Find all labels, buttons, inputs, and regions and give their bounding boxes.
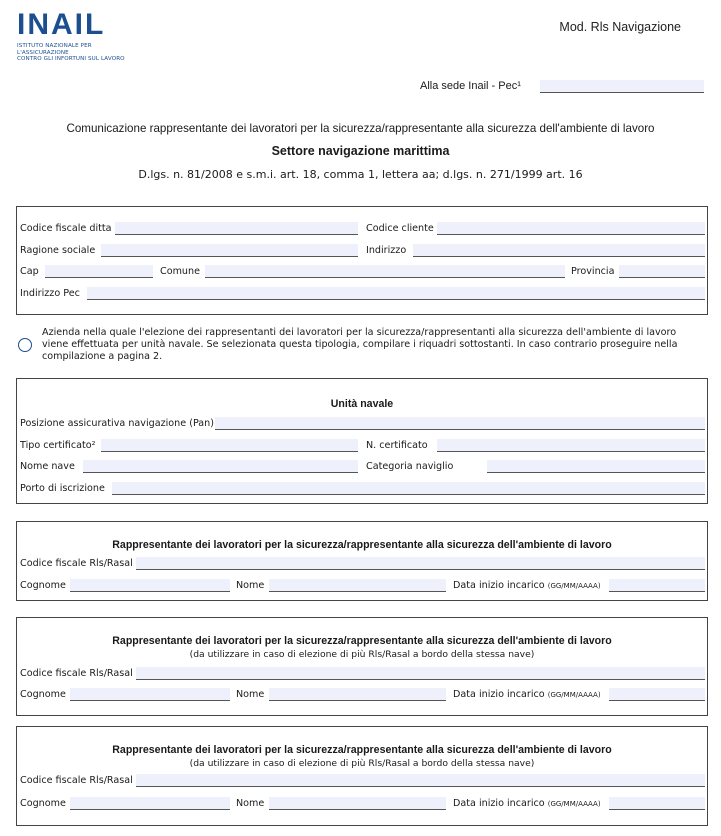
model-label: Mod. Rls Navigazione bbox=[559, 20, 681, 34]
logo-subtitle bbox=[17, 43, 132, 63]
data-inizio-field[interactable] bbox=[609, 688, 705, 701]
law-reference: D.lgs. n. 81/2008 e s.m.i. art. 18, comma 1, lettera aa; d.lgs. n. 271/1999 art. 16 bbox=[138, 168, 583, 181]
codice-fiscale-rls-label: Codice fiscale Rls/Rasal bbox=[20, 668, 133, 679]
comune-field[interactable] bbox=[205, 265, 565, 278]
logo-wordmark: INAIL bbox=[17, 8, 106, 41]
cognome-field[interactable] bbox=[70, 579, 230, 592]
codice-cliente-label: Codice cliente bbox=[366, 223, 434, 234]
n-certificato-label: N. certificato bbox=[366, 440, 428, 451]
cognome-label: Cognome bbox=[20, 580, 66, 591]
codice-fiscale-label: Codice fiscale ditta bbox=[20, 223, 112, 234]
unita-navale-section bbox=[16, 378, 708, 504]
nome-field[interactable] bbox=[269, 688, 446, 701]
data-inizio-text: Data inizio incarico bbox=[453, 798, 545, 809]
rls-section-1 bbox=[16, 521, 708, 601]
data-format-hint: (GG/MM/AAAA) bbox=[547, 582, 601, 590]
indirizzo-field[interactable] bbox=[413, 244, 705, 257]
sede-label: Alla sede Inail - Pec¹ bbox=[420, 80, 521, 92]
porto-iscrizione-label: Porto di iscrizione bbox=[20, 483, 105, 494]
rls-subtitle: (da utilizzare in caso di elezione di più Rls/Rasal a bordo della stessa nave) bbox=[189, 758, 535, 769]
sector-title: Settore navigazione marittima bbox=[271, 144, 450, 158]
codice-fiscale-field[interactable] bbox=[115, 222, 358, 235]
nome-nave-label: Nome nave bbox=[20, 461, 75, 472]
rls-section-2 bbox=[16, 617, 708, 716]
nome-label: Nome bbox=[236, 689, 265, 700]
rls-section-3 bbox=[16, 726, 708, 826]
nome-nave-field[interactable] bbox=[83, 460, 358, 473]
nome-label: Nome bbox=[236, 580, 265, 591]
rls-title: Rappresentante dei lavoratori per la sicurezza/rappresentante alla sicurezza dell'ambiente di lavoro bbox=[112, 635, 612, 647]
indirizzo-pec-field[interactable] bbox=[87, 287, 705, 300]
data-inizio-field[interactable] bbox=[609, 797, 705, 810]
unita-navale-title: Unità navale bbox=[330, 398, 394, 410]
indirizzo-label: Indirizzo bbox=[366, 245, 407, 256]
provincia-field[interactable] bbox=[619, 265, 705, 278]
data-inizio-label bbox=[453, 798, 601, 809]
data-inizio-label bbox=[453, 580, 601, 591]
data-format-hint: (GG/MM/AAAA) bbox=[547, 691, 601, 699]
indirizzo-pec-label: Indirizzo Pec bbox=[20, 288, 80, 299]
inail-logo bbox=[17, 8, 132, 62]
cognome-label: Cognome bbox=[20, 798, 66, 809]
azienda-option-text: Azienda nella quale l'elezione dei rappresentanti dei lavoratori per la sicurezza/rappresentanti alla sicurezza dell'ambiente di lavoro viene effettuata per unità navale. Se selezionata questa tipologia, compilare i riquadri sottostanti. In caso contrario proseguire nella compilazione a pagina 2. bbox=[42, 327, 678, 362]
porto-iscrizione-field[interactable] bbox=[112, 482, 705, 495]
codice-fiscale-rls-label: Codice fiscale Rls/Rasal bbox=[20, 775, 133, 786]
codice-fiscale-rls-field[interactable] bbox=[136, 557, 705, 570]
cognome-label: Cognome bbox=[20, 689, 66, 700]
n-certificato-field[interactable] bbox=[437, 439, 705, 452]
posizione-label: Posizione assicurativa navigazione (Pan) bbox=[20, 418, 215, 429]
tipo-certificato-label: Tipo certificato² bbox=[20, 440, 96, 451]
tipo-certificato-field[interactable] bbox=[101, 439, 358, 452]
nome-field[interactable] bbox=[269, 797, 446, 810]
cap-label: Cap bbox=[20, 266, 39, 277]
codice-fiscale-rls-field[interactable] bbox=[136, 774, 705, 787]
logo-subtitle-line2: CONTRO GLI INFORTUNI SUL LAVORO bbox=[17, 56, 125, 62]
data-format-hint: (GG/MM/AAAA) bbox=[547, 800, 601, 808]
categoria-naviglio-label: Categoria naviglio bbox=[366, 461, 454, 472]
codice-fiscale-rls-label: Codice fiscale Rls/Rasal bbox=[20, 558, 133, 569]
ragione-sociale-field[interactable] bbox=[101, 244, 358, 257]
data-inizio-label bbox=[453, 689, 601, 700]
posizione-field[interactable] bbox=[215, 417, 705, 430]
logo-subtitle-line1: ISTITUTO NAZIONALE PER L'ASSICURAZIONE bbox=[17, 43, 92, 56]
cap-field[interactable] bbox=[45, 265, 153, 278]
rls-title: Rappresentante dei lavoratori per la sicurezza/rappresentante alla sicurezza dell'ambiente di lavoro bbox=[112, 539, 612, 551]
codice-fiscale-rls-field[interactable] bbox=[136, 667, 705, 680]
rls-title: Rappresentante dei lavoratori per la sicurezza/rappresentante alla sicurezza dell'ambiente di lavoro bbox=[112, 744, 612, 756]
nome-field[interactable] bbox=[269, 579, 446, 592]
codice-cliente-field[interactable] bbox=[437, 222, 705, 235]
company-section bbox=[16, 206, 708, 315]
cognome-field[interactable] bbox=[70, 688, 230, 701]
provincia-label: Provincia bbox=[571, 266, 615, 277]
categoria-naviglio-field[interactable] bbox=[487, 460, 705, 473]
comune-label: Comune bbox=[160, 266, 200, 277]
azienda-radio[interactable] bbox=[18, 338, 32, 352]
rls-subtitle: (da utilizzare in caso di elezione di più Rls/Rasal a bordo della stessa nave) bbox=[189, 649, 535, 660]
cognome-field[interactable] bbox=[70, 797, 230, 810]
sede-pec-field[interactable] bbox=[540, 80, 704, 93]
nome-label: Nome bbox=[236, 798, 265, 809]
data-inizio-text: Data inizio incarico bbox=[453, 689, 545, 700]
data-inizio-text: Data inizio incarico bbox=[453, 580, 545, 591]
ragione-sociale-label: Ragione sociale bbox=[20, 245, 96, 256]
data-inizio-field[interactable] bbox=[609, 579, 705, 592]
form-communication-title: Comunicazione rappresentante dei lavoratori per la sicurezza/rappresentante alla sicurezza dell'ambiente di lavoro bbox=[66, 122, 655, 135]
